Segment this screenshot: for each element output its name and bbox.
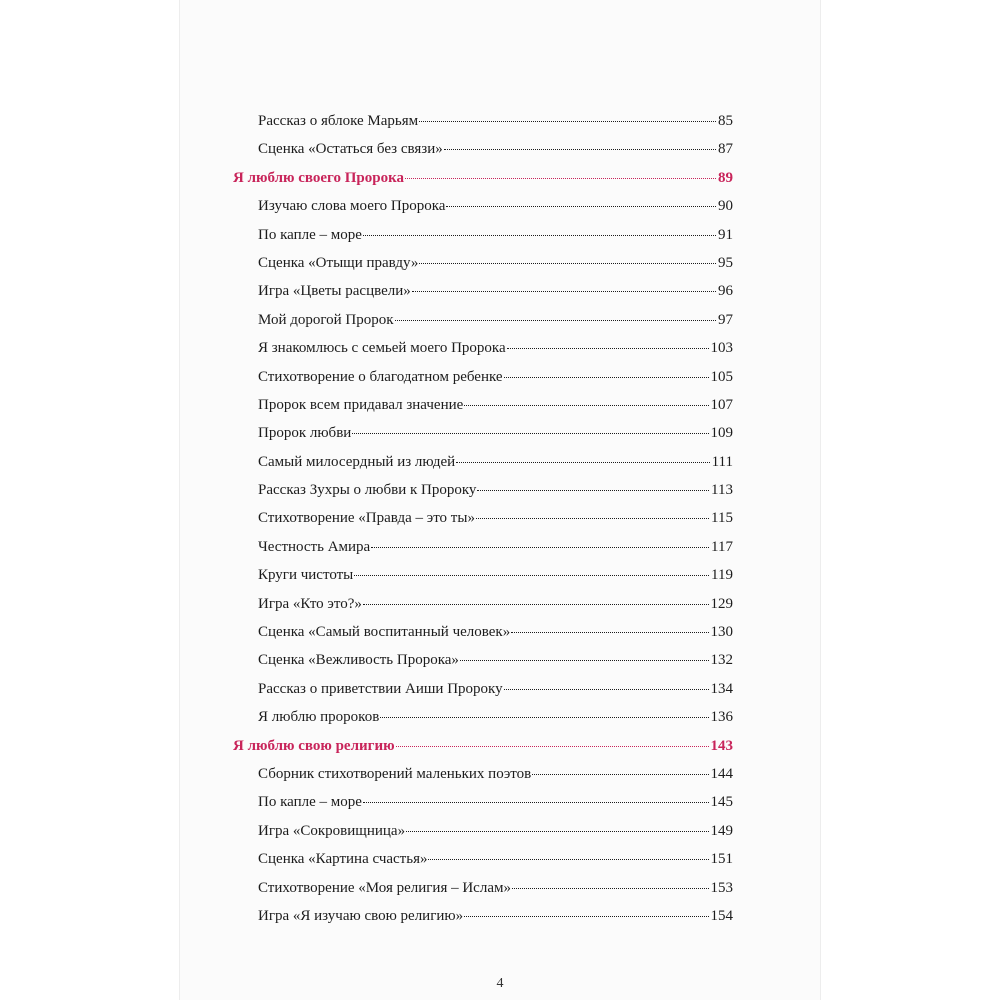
dot-leader [380, 717, 708, 718]
toc-entry-title: Рассказ Зухры о любви к Пророку [258, 482, 477, 499]
dot-leader [371, 547, 709, 548]
toc-entry [233, 107, 733, 135]
dot-leader [456, 462, 709, 463]
toc-entry-page: 105 [710, 368, 733, 385]
dot-leader [504, 377, 709, 378]
toc-entry-title: Сценка «Вежливость Пророка» [258, 652, 459, 669]
toc-entry-page: 89 [718, 169, 733, 186]
toc-entry [233, 760, 733, 788]
toc-entry-title: Сценка «Самый воспитанный человек» [258, 624, 511, 641]
toc-entry-title: Я знакомлюсь с семьей моего Пророка [258, 340, 506, 357]
toc-entry-page: 85 [718, 113, 733, 129]
dot-leader [419, 121, 716, 122]
toc-chapter-entry [233, 732, 733, 760]
toc-entry-page: 143 [710, 737, 733, 754]
dot-leader [444, 149, 716, 150]
toc-entry-page: 90 [718, 198, 733, 215]
dot-leader [363, 604, 709, 605]
dot-leader [405, 178, 716, 179]
toc-entry-title: Сценка «Отыщи правду» [258, 254, 419, 271]
toc-entry-title: Пророк всем придавал значение [258, 396, 464, 413]
dot-leader [428, 859, 708, 860]
toc-entry-title: Игра «Кто это?» [258, 595, 362, 612]
toc-entry [233, 646, 733, 674]
dot-leader [476, 518, 709, 519]
toc-chapter-entry [233, 164, 733, 192]
dot-leader [412, 291, 716, 292]
toc-entry-title: Рассказ о приветствии Аиши Пророку [258, 680, 503, 697]
toc-entry-title: Стихотворение о благодатном ребенке [258, 368, 503, 385]
toc-entry-title: Стихотворение «Правда – это ты» [258, 510, 475, 527]
toc-entry-page: 87 [718, 141, 733, 158]
toc-entry [233, 391, 733, 419]
toc-entry-page: 111 [711, 453, 733, 470]
toc-entry-title: Честность Амира [258, 538, 371, 555]
dot-leader [504, 689, 709, 690]
toc-entry [233, 703, 733, 731]
toc-entry [233, 419, 733, 447]
dot-leader [507, 348, 709, 349]
toc-entry [233, 533, 733, 561]
toc-entry-page: 91 [718, 226, 733, 243]
toc-entry-title: Изучаю слова моего Пророка [258, 198, 446, 215]
toc-entry-page: 144 [710, 765, 733, 782]
dot-leader [477, 490, 709, 491]
toc-entry-page: 151 [710, 851, 733, 868]
toc-entry-page: 153 [710, 879, 733, 896]
dot-leader [395, 320, 716, 321]
toc-entry-page: 95 [718, 254, 733, 271]
toc-entry-page: 154 [710, 907, 733, 924]
dot-leader [512, 888, 709, 889]
toc-entry [233, 561, 733, 589]
toc-entry-title: Пророк любви [258, 425, 352, 442]
toc-entry [233, 590, 733, 618]
dot-leader [352, 433, 708, 434]
toc-entry-page: 96 [718, 283, 733, 300]
toc-entry-title: Я люблю пророков [258, 709, 380, 726]
toc-entry-page: 103 [710, 340, 733, 357]
toc-entry-page: 119 [711, 567, 733, 584]
toc-entry [233, 504, 733, 532]
toc-entry-page: 117 [711, 538, 733, 555]
dot-leader [464, 405, 708, 406]
dot-leader [396, 746, 709, 747]
toc-entry-title: Круги чистоты [258, 567, 354, 584]
dot-leader [419, 263, 716, 264]
toc-entry-page: 149 [710, 822, 733, 839]
dot-leader [511, 632, 708, 633]
toc-entry-page: 129 [710, 595, 733, 612]
toc-entry-page: 109 [710, 425, 733, 442]
toc-entry-title: Мой дорогой Пророк [258, 311, 394, 328]
table-of-contents [233, 107, 733, 930]
dot-leader [464, 916, 708, 917]
toc-entry-page: 145 [710, 794, 733, 811]
toc-entry [233, 845, 733, 873]
toc-entry [233, 221, 733, 249]
toc-entry-page: 132 [710, 652, 733, 669]
dot-leader [363, 802, 709, 803]
toc-entry-title: По капле – море [258, 794, 362, 811]
toc-entry [233, 874, 733, 902]
toc-entry [233, 675, 733, 703]
toc-entry-page: 136 [710, 709, 733, 726]
toc-entry-page: 130 [710, 624, 733, 641]
toc-entry-page: 115 [711, 510, 733, 527]
toc-entry [233, 363, 733, 391]
toc-entry-title: Игра «Цветы расцвели» [258, 283, 411, 300]
dot-leader [406, 831, 708, 832]
toc-entry-page: 107 [710, 396, 733, 413]
toc-entry-page: 134 [710, 680, 733, 697]
dot-leader [354, 575, 709, 576]
toc-entry-title: Сценка «Остаться без связи» [258, 141, 443, 158]
toc-entry [233, 618, 733, 646]
toc-entry-title: Рассказ о яблоке Марьям [258, 113, 419, 129]
dot-leader [532, 774, 708, 775]
toc-entry-title: Сценка «Картина счастья» [258, 851, 428, 868]
toc-entry-page: 97 [718, 311, 733, 328]
page-number: 4 [496, 976, 504, 991]
toc-entry [233, 277, 733, 305]
toc-entry-title: По капле – море [258, 226, 362, 243]
toc-entry-title: Сборник стихотворений маленьких поэтов [258, 765, 532, 782]
toc-entry [233, 135, 733, 163]
toc-entry [233, 306, 733, 334]
toc-entry-page: 113 [711, 482, 733, 499]
toc-entry [233, 448, 733, 476]
toc-entry [233, 192, 733, 220]
dot-leader [363, 235, 716, 236]
toc-entry-title: Я люблю свою религию [233, 737, 395, 754]
toc-entry-title: Игра «Я изучаю свою религию» [258, 907, 464, 924]
toc-entry [233, 249, 733, 277]
toc-entry [233, 334, 733, 362]
toc-entry [233, 476, 733, 504]
toc-entry [233, 902, 733, 930]
toc-entry [233, 817, 733, 845]
dot-leader [446, 206, 716, 207]
toc-entry-title: Стихотворение «Моя религия – Ислам» [258, 879, 511, 896]
toc-entry-title: Игра «Сокровищница» [258, 822, 406, 839]
dot-leader [460, 660, 709, 661]
toc-entry [233, 788, 733, 816]
toc-entry-title: Я люблю своего Пророка [233, 169, 404, 186]
toc-entry-title: Самый милосердный из людей [258, 453, 456, 470]
